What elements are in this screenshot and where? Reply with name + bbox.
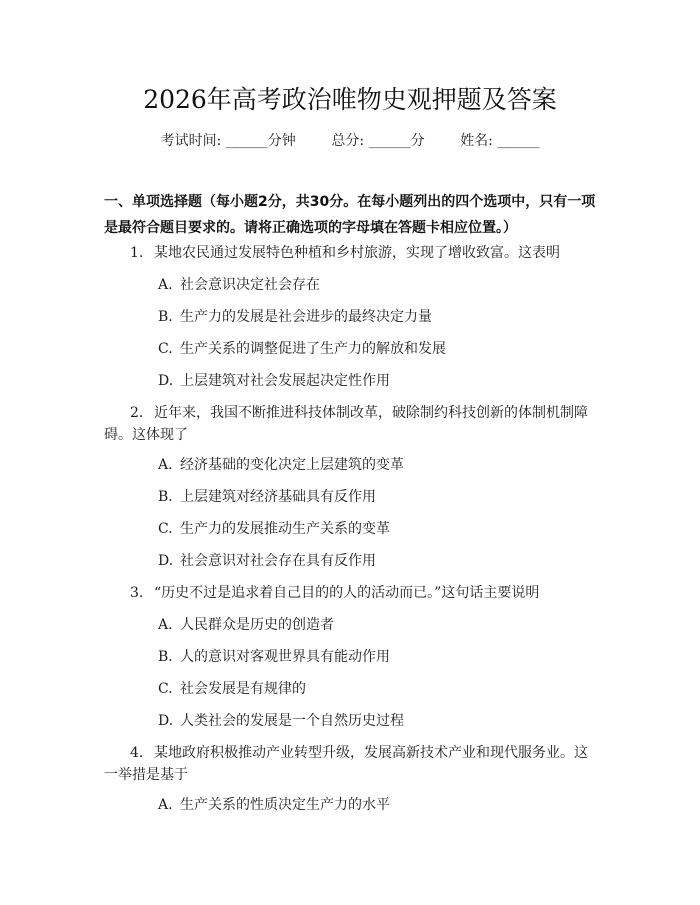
option-text: 生产关系的性质决定生产力的水平: [180, 797, 390, 813]
question-1: [104, 242, 600, 264]
question-3-option-d: [158, 710, 600, 732]
option-text: 人的意识对客观世界具有能动作用: [180, 649, 390, 665]
option-text: 社会发展是有规律的: [180, 681, 306, 697]
question-4: [104, 742, 600, 786]
option-text: 经济基础的变化决定上层建筑的变革: [180, 457, 404, 473]
exam-meta-line: [0, 130, 700, 152]
question-2-option-c: [158, 518, 600, 540]
question-number: 3.: [130, 585, 144, 601]
question-number: 2.: [130, 405, 144, 421]
option-letter: A.: [158, 277, 173, 293]
document-title: 2026年高考政治唯物史观押题及答案: [143, 85, 557, 114]
question-text: 某地农民通过发展特色种植和乡村旅游，实现了增收致富。这表明: [154, 245, 560, 261]
question-text: “历史不过是追求着自己目的的人的活动而已。”这句话主要说明: [154, 585, 540, 601]
option-text: 人类社会的发展是一个自然历史过程: [180, 713, 404, 729]
option-letter: D.: [158, 553, 174, 569]
option-text: 生产关系的调整促进了生产力的解放和发展: [180, 341, 446, 357]
option-text: 人民群众是历史的创造者: [180, 617, 334, 633]
option-text: 生产力的发展是社会进步的最终决定力量: [180, 309, 432, 325]
question-2: [104, 402, 600, 446]
student-name-field: 姓名: ______: [460, 133, 540, 149]
question-4-option-a: [158, 794, 600, 816]
question-2-option-a: [158, 454, 600, 476]
exam-time-field: 考试时间: ______分钟: [160, 133, 296, 149]
option-letter: A.: [158, 457, 173, 473]
option-letter: A.: [158, 797, 173, 813]
question-1-option-b: [158, 306, 600, 328]
option-letter: D.: [158, 373, 174, 389]
option-text: 生产力的发展推动生产关系的变革: [180, 521, 390, 537]
option-text: 社会意识决定社会存在: [180, 277, 320, 293]
question-3-option-c: [158, 678, 600, 700]
question-1-option-d: [158, 370, 600, 392]
option-letter: C.: [158, 341, 173, 357]
question-3: [104, 582, 600, 604]
option-text: 社会意识对社会存在具有反作用: [180, 553, 376, 569]
question-number: 1.: [130, 245, 144, 261]
option-text: 上层建筑对社会发展起决定性作用: [180, 373, 390, 389]
option-letter: B.: [158, 489, 173, 505]
question-1-option-a: [158, 274, 600, 296]
question-number: 4.: [130, 745, 144, 761]
question-text: 某地政府积极推动产业转型升级，发展高新技术产业和现代服务业。这一举措是基于: [104, 745, 588, 783]
question-1-option-c: [158, 338, 600, 360]
section-heading: 一、单项选择题（每小题2分，共30分。在每小题列出的四个选项中，只有一项是最符合题目要求的。请将正确选项的字母填在答题卡相应位置。）: [104, 194, 596, 236]
option-letter: D.: [158, 713, 174, 729]
question-2-option-b: [158, 486, 600, 508]
option-letter: C.: [158, 521, 173, 537]
question-text: 近年来，我国不断推进科技体制改革，破除制约科技创新的体制机制障碍。这体现了: [104, 405, 588, 443]
option-letter: B.: [158, 309, 173, 325]
option-letter: B.: [158, 649, 173, 665]
option-text: 上层建筑对经济基础具有反作用: [180, 489, 376, 505]
question-3-option-a: [158, 614, 600, 636]
question-2-option-d: [158, 550, 600, 572]
question-3-option-b: [158, 646, 600, 668]
total-score-field: 总分: ______分: [331, 133, 425, 149]
option-letter: C.: [158, 681, 173, 697]
option-letter: A.: [158, 617, 173, 633]
